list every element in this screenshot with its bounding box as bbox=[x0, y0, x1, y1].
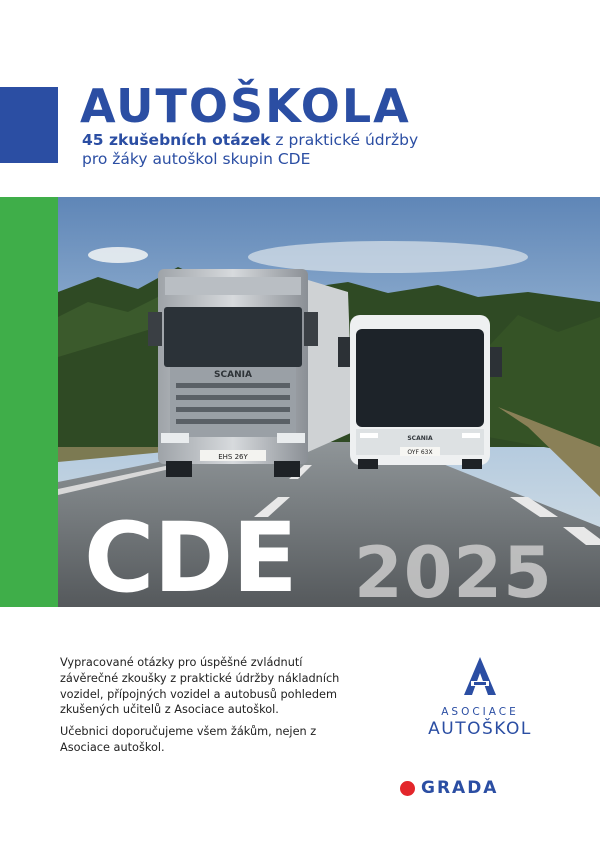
subtitle-bold: 45 zkušebních otázek bbox=[82, 131, 271, 149]
bus-brand: SCANIA bbox=[407, 435, 433, 442]
green-accent-strip bbox=[0, 197, 58, 607]
subtitle-line2: pro žáky autoškol skupin CDE bbox=[82, 150, 311, 168]
bus bbox=[338, 315, 502, 469]
blue-accent-block bbox=[0, 87, 58, 163]
description-paragraph-1: Vypracované otázky pro úspěšné zvládnutí závěrečné zkoušky z praktické údržby nákladních vozidel, přípojných vozidel a autobusů pohledem zkušených učitelů z Asociace autoškol. bbox=[60, 656, 340, 717]
book-description bbox=[60, 655, 360, 762]
description-paragraph-2: Učebnici doporučujeme všem žákům, nejen z Asociace autoškol. bbox=[60, 725, 317, 754]
bus-plate: OYF 63X bbox=[407, 449, 433, 456]
truck-plate: EHS 26Y bbox=[218, 453, 248, 461]
association-a-logo-icon bbox=[461, 655, 499, 697]
association-line1: ASOCIACE bbox=[441, 706, 519, 718]
truck-brand: SCANIA bbox=[214, 370, 252, 380]
association-line2: AUTOŠKOL bbox=[428, 719, 532, 739]
grada-dot-icon bbox=[400, 781, 415, 796]
year-overlay-text: 2025 bbox=[354, 532, 553, 614]
publisher-name: GRADA bbox=[421, 778, 499, 798]
association-logo bbox=[400, 655, 560, 739]
book-subtitle bbox=[82, 131, 418, 169]
cde-overlay-text: CDE bbox=[84, 502, 297, 614]
book-title: AUTOŠKOLA bbox=[80, 79, 411, 133]
publisher-logo bbox=[400, 778, 498, 798]
subtitle-rest: z praktické údržby bbox=[270, 131, 419, 149]
